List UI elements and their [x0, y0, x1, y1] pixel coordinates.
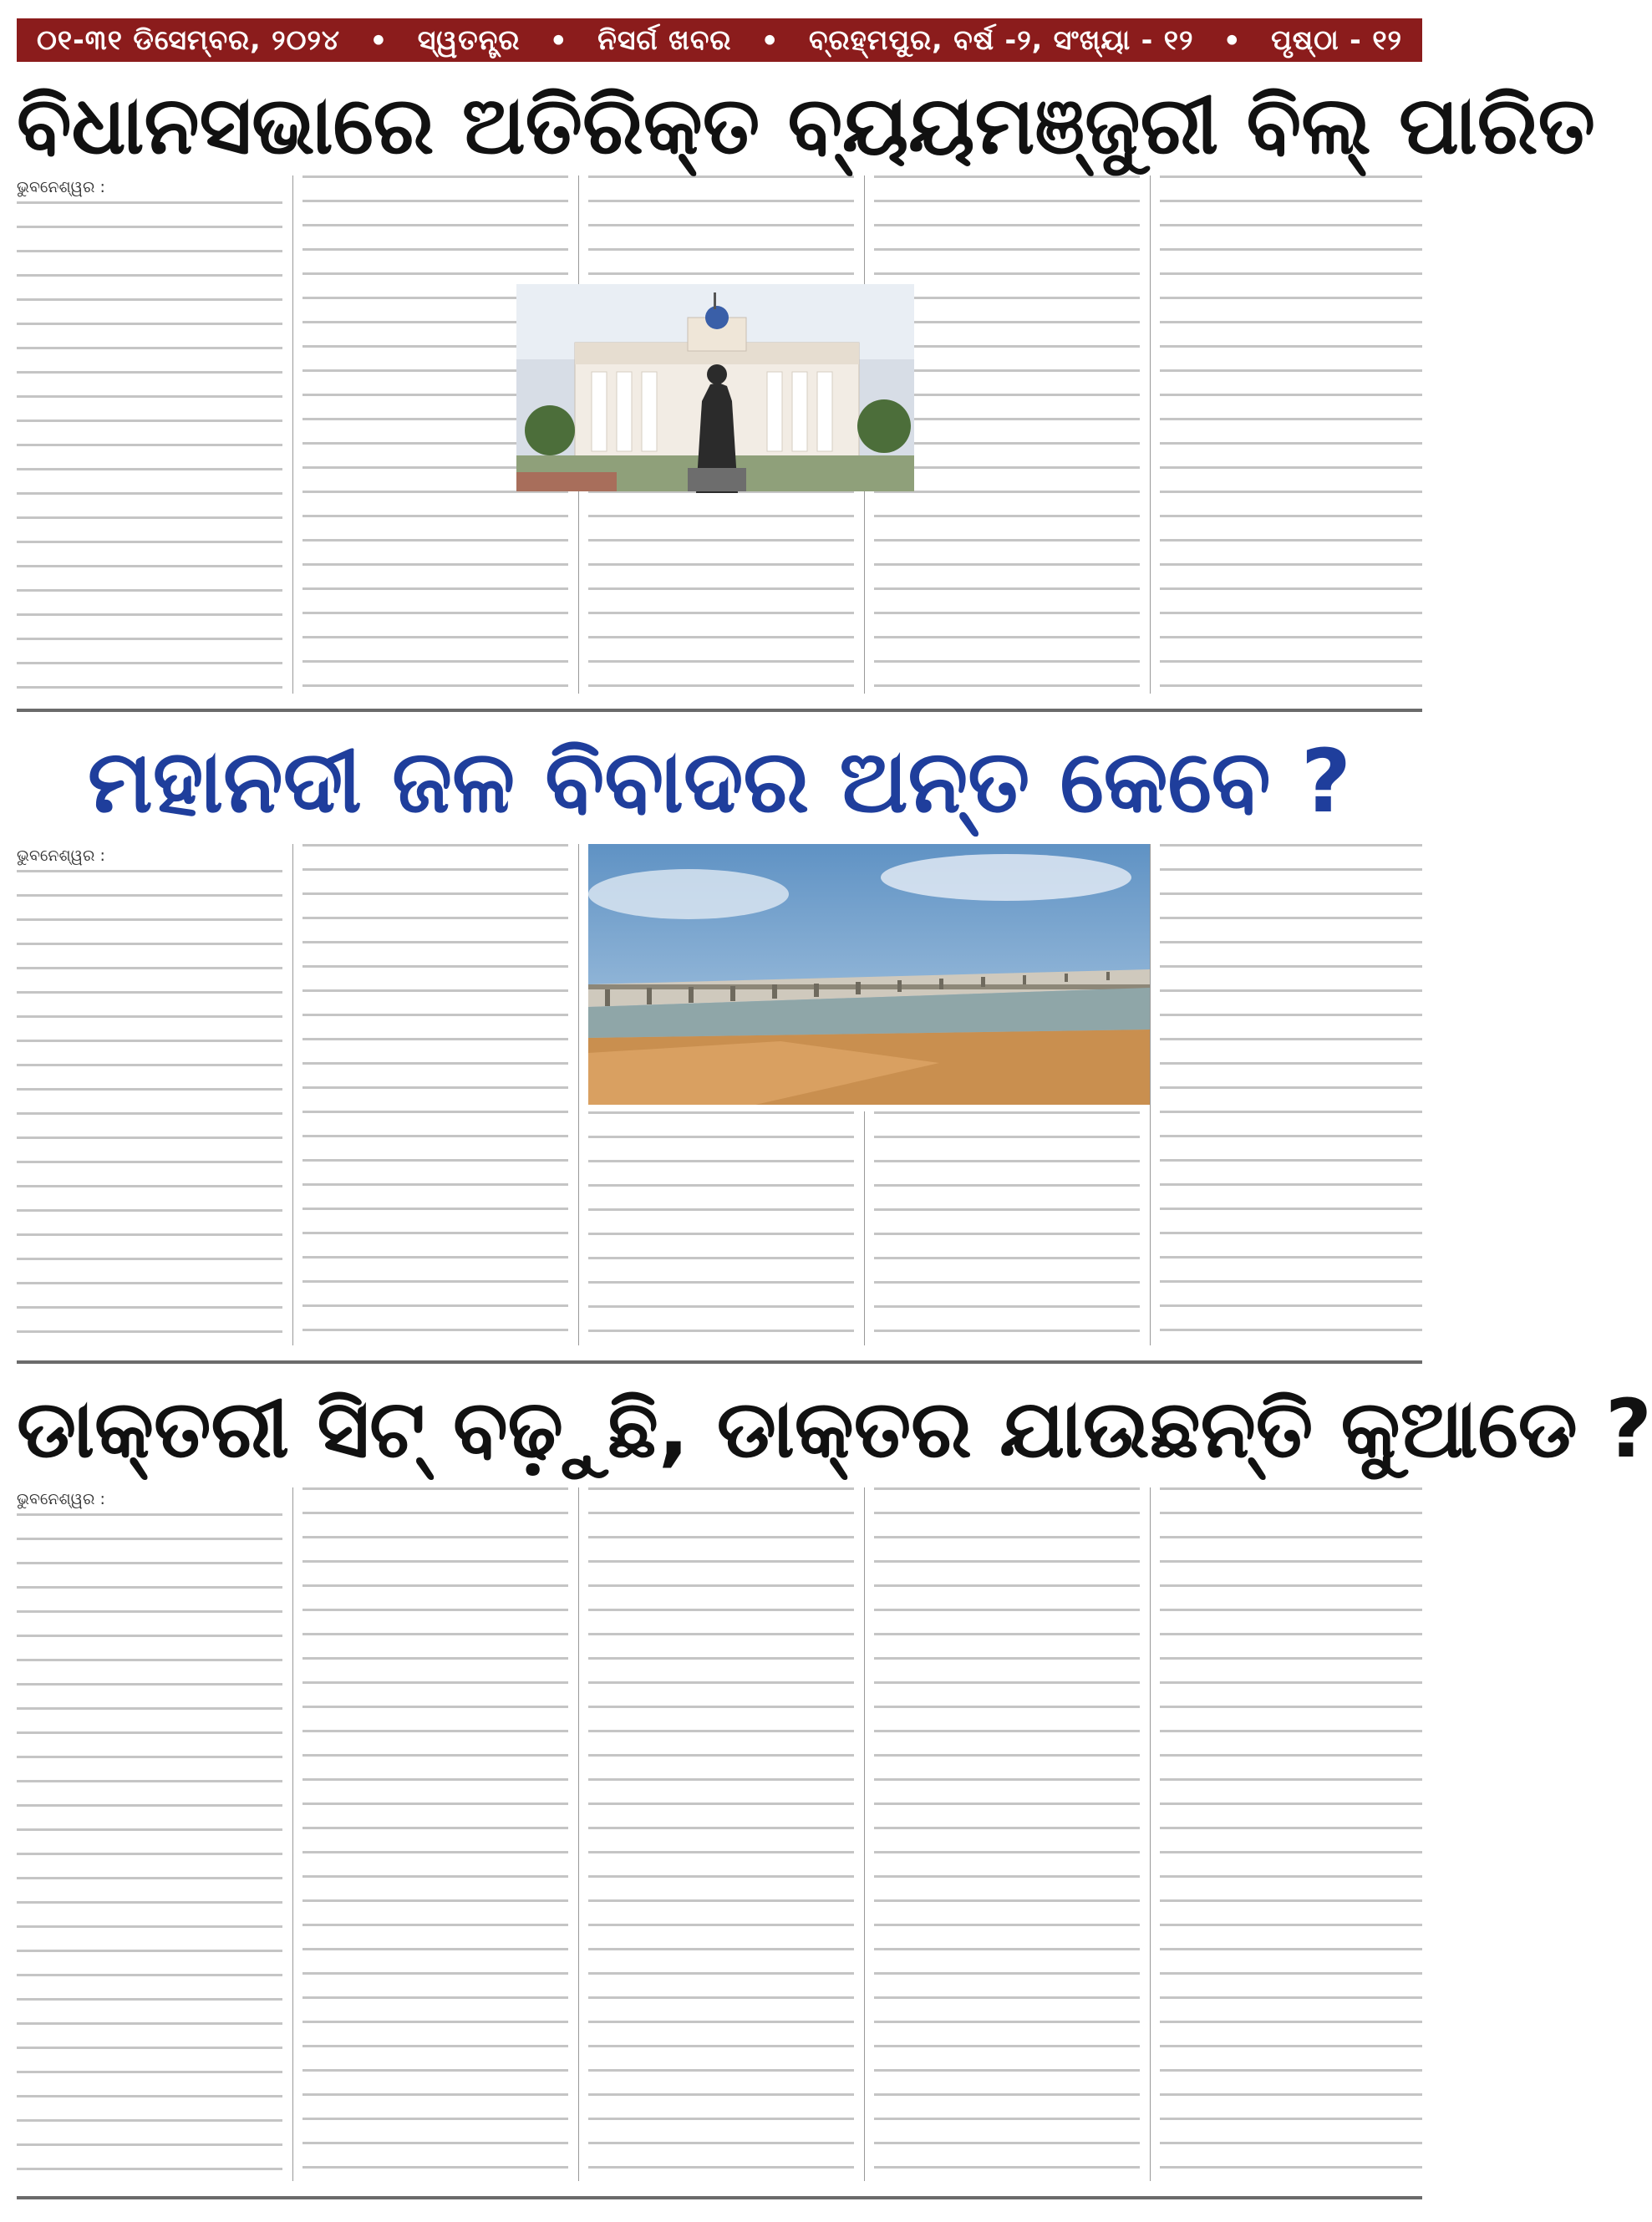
column-divider — [292, 844, 293, 1345]
paper-name: ନିସର୍ଗ ଖବର — [597, 23, 732, 56]
page-number: ପୃଷ୍ଠା - ୧୨ — [1271, 23, 1402, 56]
article2-headline: ମହାନଦୀ ଜଳ ବିବାଦର ଅନ୍ତ କେବେ ? — [87, 730, 1352, 832]
article3-column — [302, 1487, 568, 2181]
masthead-bullet: • — [760, 23, 780, 57]
article2-dateline: ଭୁବନେଶ୍ୱର : — [17, 847, 105, 865]
text-filler — [17, 870, 282, 1342]
article2-column — [1160, 844, 1422, 1345]
article2-column — [874, 1111, 1140, 1345]
article2-column — [588, 1111, 854, 1345]
article1-body — [17, 175, 1422, 694]
masthead-bar — [17, 18, 1422, 62]
article3-body — [17, 1487, 1422, 2181]
article3-column — [1160, 1487, 1422, 2181]
text-filler — [1160, 1487, 1422, 2181]
column-divider — [864, 1111, 865, 1345]
article1-dateline: ଭୁବନେଶ୍ୱର : — [17, 178, 105, 196]
text-filler — [302, 844, 568, 1345]
barrage-photo — [588, 844, 1150, 1105]
text-filler — [874, 1487, 1140, 2181]
text-filler — [874, 1111, 1140, 1345]
article3-column — [588, 1487, 854, 2181]
assembly-photo — [516, 284, 914, 491]
edition-info: ବ୍ରହ୍ମପୁର, ବର୍ଷ -୨, ସଂଖ୍ୟା - ୧୨ — [809, 23, 1194, 56]
masthead-bullet: • — [1222, 23, 1242, 57]
article1-column — [17, 175, 282, 694]
article2-column — [302, 844, 568, 1345]
text-filler — [1160, 175, 1422, 694]
column-divider — [292, 1487, 293, 2181]
column-divider — [864, 1487, 865, 2181]
masthead-bullet: • — [369, 23, 389, 57]
masthead-bullet: • — [549, 23, 568, 57]
column-divider — [1150, 844, 1151, 1345]
section-rule — [17, 2196, 1422, 2199]
column-divider — [578, 844, 579, 1345]
text-filler — [588, 1111, 854, 1345]
column-divider — [1150, 175, 1151, 694]
column-divider — [578, 1487, 579, 2181]
text-filler — [17, 201, 282, 690]
column-divider — [1150, 1487, 1151, 2181]
article3-dateline: ଭୁବନେଶ୍ୱର : — [17, 1490, 105, 1508]
issue-date: ୦୧-୩୧ ଡିସେମ୍ବର, ୨୦୨୪ — [37, 23, 341, 56]
article3-column — [17, 1487, 282, 2181]
column-divider — [292, 175, 293, 694]
article2-body — [17, 844, 1422, 1345]
text-filler — [302, 1487, 568, 2181]
assembly-building-image — [516, 284, 914, 491]
mahanadi-barrage-image — [588, 844, 1150, 1105]
text-filler — [1160, 844, 1422, 1345]
article2-column — [17, 844, 282, 1345]
article1-headline: ବିଧାନସଭାରେ ଅତିରିକ୍ତ ବ୍ୟୟମଞ୍ଜୁରୀ ବିଲ୍ ପାରିତ — [17, 79, 1595, 172]
article3-headline: ଡାକ୍ତରୀ ସିଟ୍ ବଢ଼ୁଛି, ଡାକ୍ତର ଯାଉଛନ୍ତି କୁଆଡେ ? — [17, 1382, 1652, 1476]
article1-column — [1160, 175, 1422, 694]
section-rule — [17, 1360, 1422, 1364]
article3-column — [874, 1487, 1140, 2181]
paper-type: ସ୍ୱତନ୍ତ୍ର — [417, 23, 521, 56]
text-filler — [588, 1487, 854, 2181]
section-rule — [17, 709, 1422, 712]
text-filler — [17, 1513, 282, 2178]
